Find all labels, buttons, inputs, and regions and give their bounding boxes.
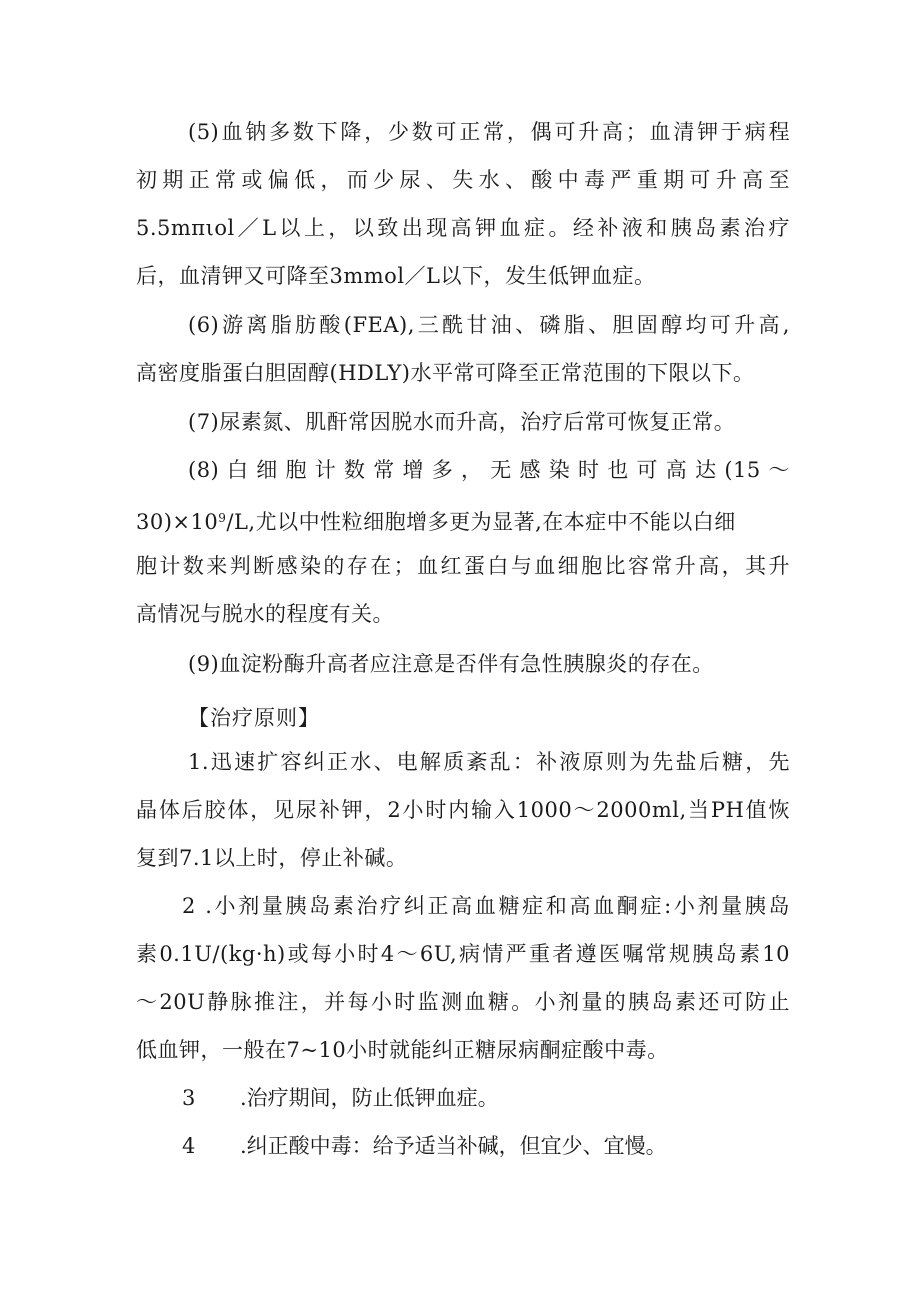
paragraph-9 [136,640,790,688]
item-2-line-4: 低血钾，一般在7~10小时就能纠正糖尿病酮症酸中毒。 [136,1038,669,1062]
item-4-number: 4 [182,1134,196,1158]
paragraph-6-line-1: (6)游离脂肪酸(FEA),三酰甘油、磷脂、胆固醇均可升高, [188,313,790,337]
item-1-line-2: 晶体后胶体，见尿补钾，2小时内输入1000～2000ml,当PH值恢 [136,798,790,822]
paragraph-8-line-3: 胞计数来判断感染的存在；血红蛋白与血细胞比容常升高，其升 [136,554,790,578]
item-1-line-1: 1.迅速扩容纠正水、电解质紊乱：补液原则为先盐后糖，先 [188,750,790,774]
paragraph-8-line-2 [136,494,790,542]
paragraph-6 [136,301,790,397]
item-3-number: 3 [182,1086,196,1110]
paragraph-5-line-3: 5.5mπιol／L以上，以致出现高钾血症。经补液和胰岛素治疗 [136,216,790,240]
paragraph-9-line-1: (9)血淀粉酶升高者应注意是否伴有急性胰腺炎的存在。 [188,652,714,676]
item-1-line-3: 复到7.1以上时，停止补碱。 [136,846,408,870]
item-2-line-2: 素0.1U/(kg·h)或每小时4～6U,病情严重者遵医嘱常规胰岛素10 [136,942,790,966]
paragraph-5-line-4: 后，血清钾又可降至3mmol／L以下，发生低钾血症。 [136,264,656,288]
paragraph-5 [136,108,790,300]
item-2 [136,882,790,1074]
paragraph-7 [136,398,790,446]
paragraph-8-line-1: (8)白细胞计数常增多，无感染时也可高达(15～ [188,458,790,482]
item-2-line-3: ～20U静脉推注，并每小时监测血糖。小剂量的胰岛素还可防止 [136,990,790,1014]
item-1 [136,738,790,882]
paragraph-8-line-2-end: /L,尤以中性粒细胞增多更为显著,在本症中不能以白细 [226,510,736,534]
item-3-text: .治疗期间，防止低钾血症。 [240,1086,499,1110]
item-3 [182,1074,499,1122]
item-2-line-1: 2 .小剂量胰岛素治疗纠正高血糖症和高血酮症:小剂量胰岛 [182,894,790,918]
paragraph-8-line-2-start: 30)×10 [136,510,219,534]
section-heading: 【治疗原则】 [188,706,320,730]
paragraph-7-line-1: (7)尿素氮、肌酐常因脱水而升高，治疗后常可恢复正常。 [188,410,736,434]
paragraph-8 [136,446,790,638]
exponent: 9 [218,511,227,525]
item-4 [182,1122,667,1170]
paragraph-5-line-1: (5)血钠多数下降，少数可正常，偶可升高；血清钾于病程 [188,120,790,144]
paragraph-6-line-2: 高密度脂蛋白胆固醇(HDLY)水平常可降至正常范围的下限以下。 [136,361,755,385]
paragraph-5-line-2: 初期正常或偏低，而少尿、失水、酸中毒严重期可升高至 [136,168,790,192]
item-4-text: .纠正酸中毒：给予适当补碱，但宜少、宜慢。 [240,1134,667,1158]
paragraph-8-line-4: 高情况与脱水的程度有关。 [136,602,394,626]
